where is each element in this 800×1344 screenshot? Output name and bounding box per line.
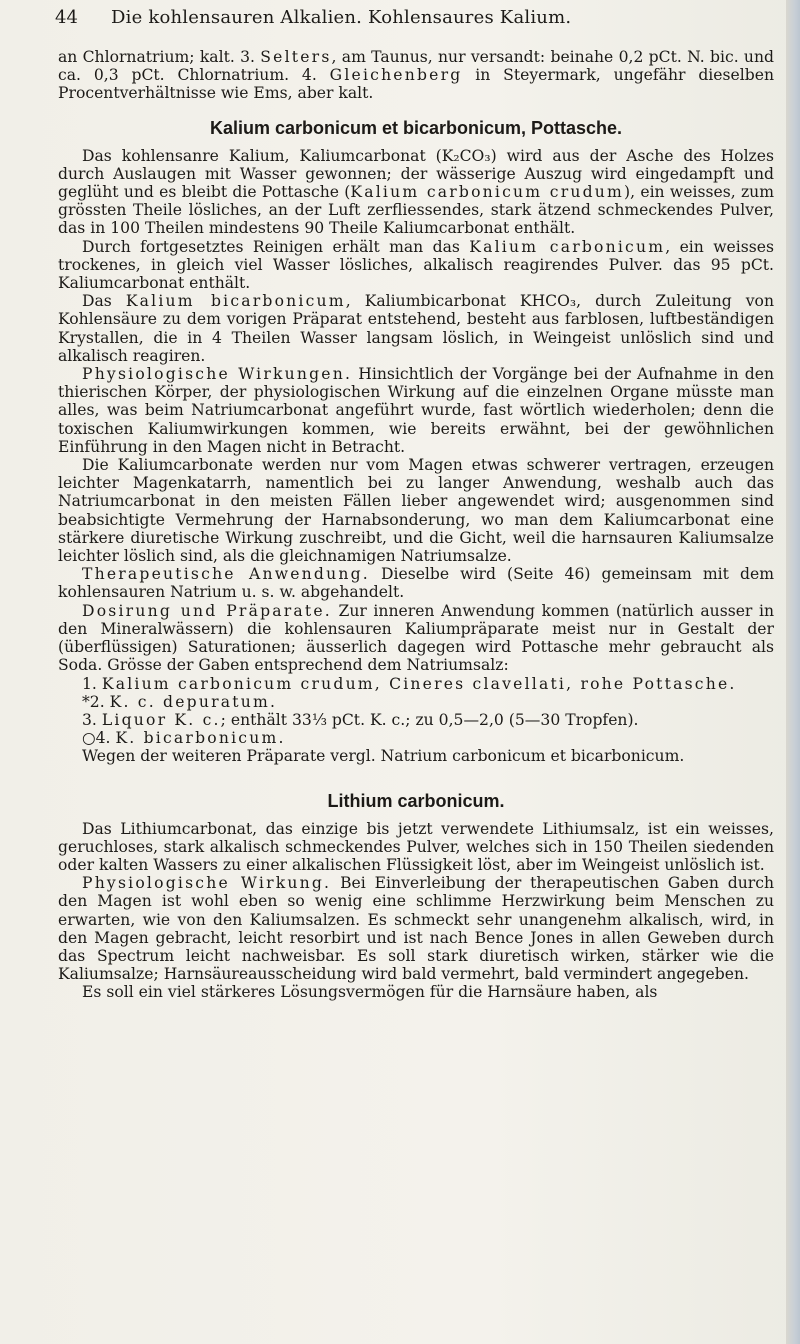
preparation-item — [58, 711, 774, 729]
kalium-p7-text: Zur inneren Anwendung kommen (natürlich ausser in den Mineralwässern) die kohlensauren Kaliumpräparate meist nur in Gestalt der (überflüssigen) Saturationen; äusserlich dagegen wird Pottasche mehr gebraucht als Soda. Grösse der Gaben entsprechend dem Natriumsalz: — [58, 601, 774, 675]
item-name: Liquor K. c. — [101, 710, 221, 729]
lithium-paragraph-1: Das Lithiumcarbonat, das einzige bis jetzt verwendete Lithiumsalz, ist ein weisses, geruchloses, stark alkalisch schmeckendes Pulver, welches sich in 150 Theilen siedenden oder kalten Wassers zu einer alkalischen Flüssigkeit löst, aber im Weingeist unlöslich ist. — [58, 819, 774, 874]
item-name: K. c. depuratum — [109, 692, 270, 711]
kalium-paragraph-8: Wegen der weiteren Präparate vergl. Natrium carbonicum et bicarbonicum. — [82, 747, 685, 766]
lithium-paragraph-2 — [58, 874, 774, 983]
kalium-paragraph-7 — [58, 602, 774, 675]
lithium-heading: Lithium carbonicum. — [327, 790, 505, 811]
kalium-p7-heading: Dosirung und Präparate. — [82, 601, 332, 620]
item-name: Kalium carbonicum crudum, Cineres clavellati, rohe Pottasche — [101, 674, 730, 693]
kalium-paragraph-4 — [58, 365, 774, 456]
kalium-p2-b: Kalium carbonicum — [469, 237, 666, 256]
item-rest: . — [278, 729, 284, 748]
kalium-p3-b: Kalium bicarbonicum — [125, 292, 346, 311]
kalium-p2-a: Durch fortgesetztes Reinigen erhält man das — [82, 237, 470, 256]
item-rest: . — [269, 692, 275, 711]
lithium-paragraph-3: Es soll ein viel stärkeres Lösungsvermögen für die Harnsäure haben, als — [82, 983, 658, 1002]
kalium-heading: Kalium carbonicum et bicarbonicum, Pottasche. — [209, 117, 623, 138]
item-mark: 1. — [82, 674, 102, 693]
lithium-p2-heading: Physiologische Wirkung. — [82, 874, 332, 893]
kalium-p1-b: Kalium carbonicum crudum — [350, 183, 625, 202]
item-name: K. bicarbonicum — [115, 729, 279, 748]
kalium-paragraph-3 — [58, 292, 774, 365]
preparation-item — [58, 693, 774, 711]
section-gap — [58, 766, 774, 776]
item-mark: *2. — [82, 692, 110, 711]
kalium-paragraph-5: Die Kaliumcarbonate werden nur vom Magen etwas schwerer vertragen, erzeugen leichter Magenkatarrh, namentlich bei zu langer Anwendung, weshalb auch das Natriumcarbonat in den meisten Fällen lieber angewendet wird; ausgenommen sind beabsichtigte Vermehrung der Harnabsonderung, wo man dem Kaliumcarbonat eine stärkere diuretische Wirkung zuschreibt, und die Gicht, weil die harnsauren Kaliumsalze leichter löslich sind, als die gleichnamigen Natriumsalze. — [58, 456, 774, 566]
page-body — [58, 48, 774, 1002]
lithium-p2-text: Bei Einverleibung der therapeutischen Gaben durch den Magen ist wohl eben so wenig eine schlimme Herzwirkung beim Menschen zu erwarten, wie von den Kaliumsalzen. Es schmeckt sehr unangenehm alkalisch, wird, in den Magen gebracht, leicht resorbirt und ist nach Bence Jones in allen Geweben durch das Spectrum leicht nachweisbar. Es soll stark diuretisch wirken, stärker wie die Kaliumsalze; Harnsäureausscheidung wird bald vermehrt, bald vermindert angegeben. — [58, 874, 774, 984]
intro-text-3: in Steyermark, ungefähr dieselben Procentverhältnisse wie Ems, aber kalt. — [58, 66, 774, 103]
page-edge — [786, 0, 800, 1344]
intro-text-2: , am Taunus, nur versandt: beinahe 0,2 pCt. N. bic. und ca. 0,3 pCt. Chlornatrium. 4. — [58, 48, 775, 85]
kalium-paragraph-1 — [58, 147, 774, 238]
kalium-paragraph-2 — [58, 238, 774, 293]
intro-paragraph — [58, 48, 774, 103]
kalium-p2-c: , ein weisses trockenes, in gleich viel Wasser lösliches, alkalisch reagirendes Pulver. das 95 pCt. Kaliumcarbonat enthält. — [58, 237, 774, 293]
item-rest: ; enthält 33⅓ pCt. K. c.; zu 0,5—2,0 (5—30 Tropfen). — [220, 710, 639, 729]
kalium-p3-a: Das — [82, 292, 126, 311]
item-mark: ○4. — [82, 729, 116, 748]
intro-text-1: an Chlornatrium; kalt. 3. — [58, 48, 261, 66]
page-header — [55, 4, 775, 32]
kalium-p6-text: Dieselbe wird (Seite 46) gemeinsam mit dem kohlensauren Natrium u. s. w. abgehandelt. — [58, 565, 774, 602]
kalium-p1-c: ), ein weisses, zum grössten Theile lösliches, an der Luft zerfliessendes, stark ätzend schmeckendes Pulver, das in 100 Theilen mindestens 90 Theile Kaliumcarbonat enthält. — [58, 183, 774, 238]
preparation-item — [58, 729, 774, 747]
page-number: 44 — [55, 7, 78, 28]
intro-gleichenberg: Gleichenberg — [329, 66, 463, 85]
kalium-p4-text: Hinsichtlich der Vorgänge bei der Aufnahme in den thierischen Körper, der physiologischen Wirkung auf die einzelnen Organe müsste man alles, was beim Natriumcarbonat angeführt wurde, fast wörtlich wiederholen; denn die toxischen Kaliumwirkungen kommen, wie bereits erwähnt, bei der gewöhnlichen Einführung in den Magen nicht in Betracht. — [58, 365, 774, 456]
kalium-paragraph-6 — [58, 565, 774, 601]
kalium-p6-heading: Therapeutische Anwendung. — [82, 565, 370, 584]
kalium-p3-c: , Kaliumbicarbonat KHCO₃, durch Zuleitung von Kohlensäure zu dem vorigen Präparat entstehend, besteht aus farblosen, luftbeständigen Krystallen, die in 4 Theilen Wasser langsam löslich, in Weingeist unlöslich sind und alkalisch reagiren. — [58, 292, 774, 365]
intro-selters: Selters — [260, 48, 332, 66]
preparation-item — [58, 675, 774, 693]
item-mark: 3. — [82, 710, 102, 729]
kalium-p1-a: Das kohlensanre Kalium, Kaliumcarbonat (K₂CO₃) wird aus der Asche des Holzes durch Auslaugen mit Wasser gewonnen; der wässerige Auszug wird eingedampft und geglüht und es bleibt die Pottasche ( — [58, 146, 774, 202]
item-rest: . — [729, 674, 735, 693]
running-title: Die kohlensauren Alkalien. Kohlensaures Kalium. — [111, 7, 572, 28]
kalium-p4-heading: Physiologische Wirkungen. — [82, 365, 353, 384]
